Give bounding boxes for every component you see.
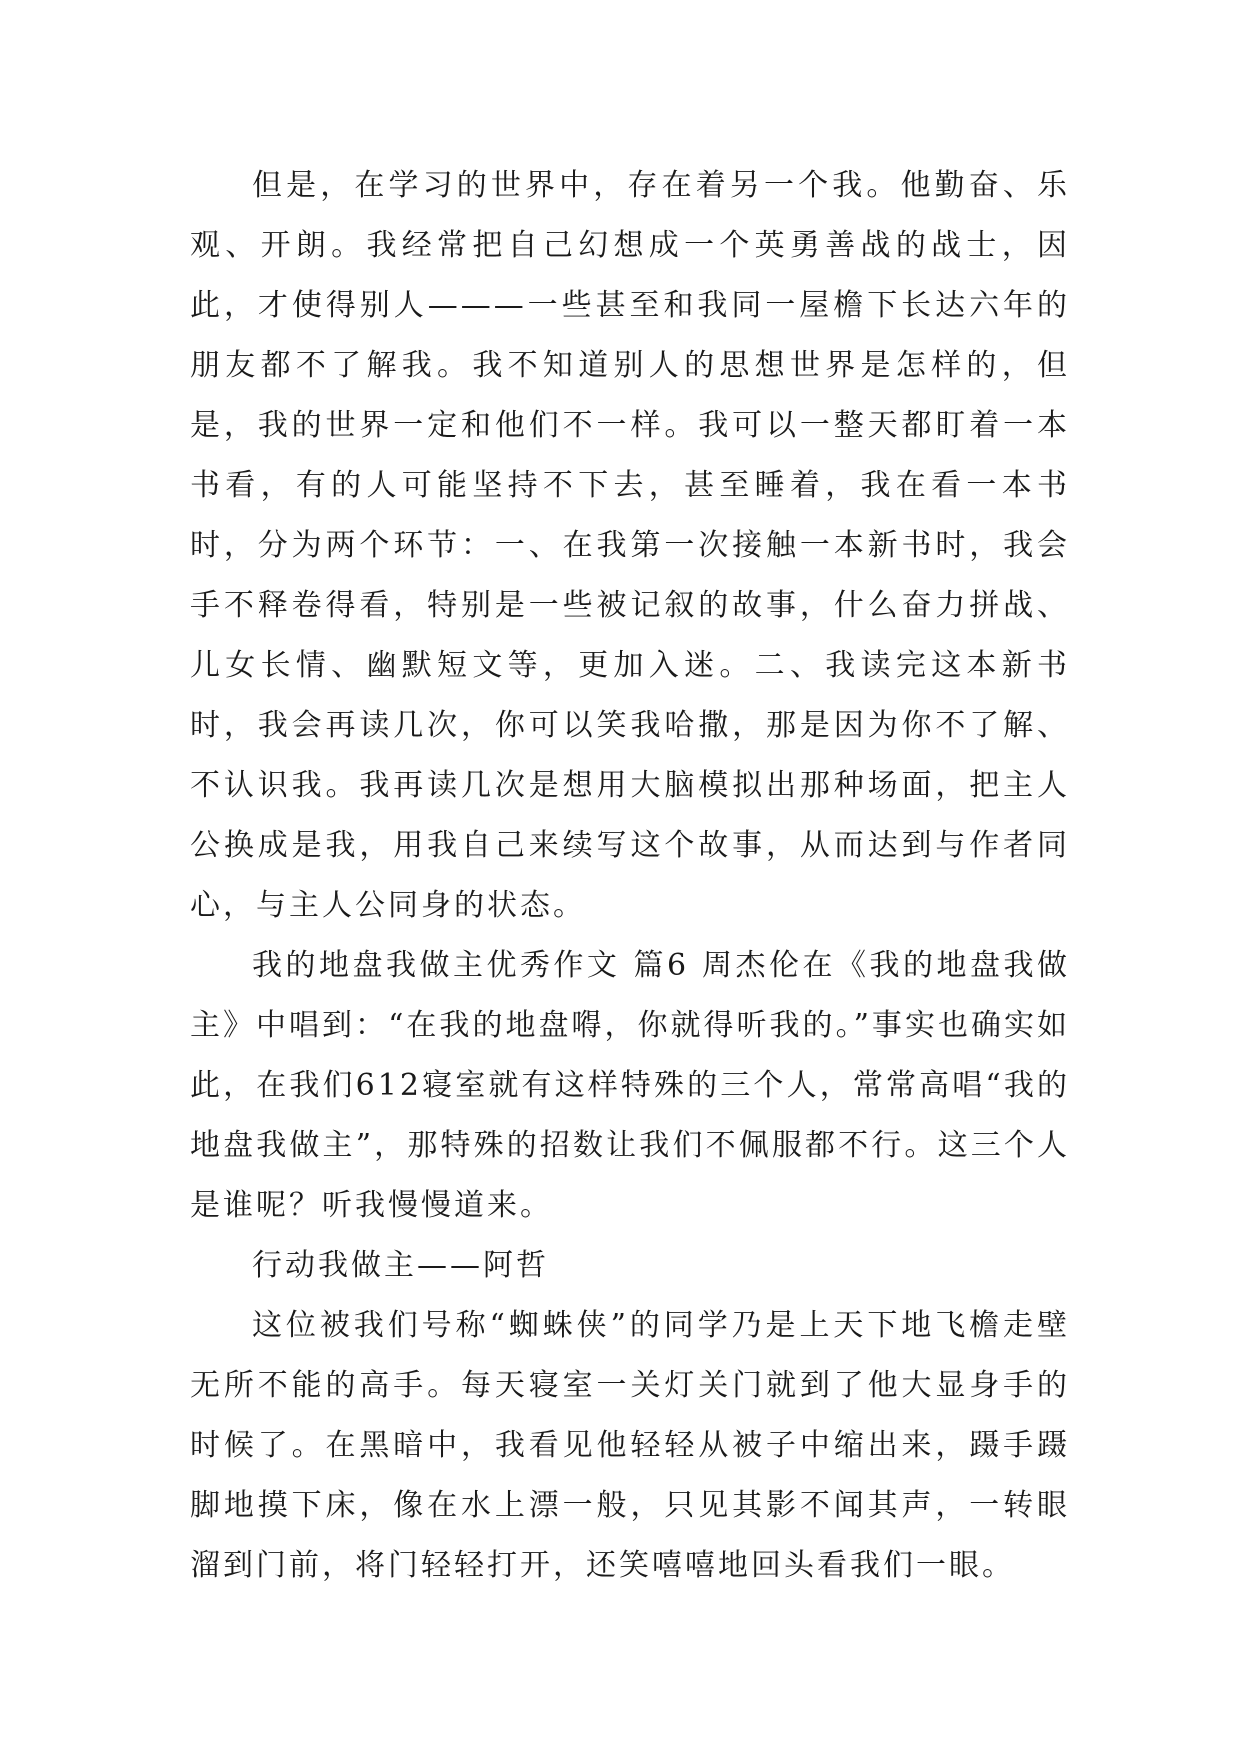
paragraph-reading-world: 但是，在学习的世界中，存在着另一个我。他勤奋、乐观、开朗。我经常把自己幻想成一个英勇善战的战士，因此，才使得别人———一些甚至和我同一屋檐下长达六年的朋友都不了解我。我不知道别人的思想世界是怎样的，但是，我的世界一定和他们不一样。我可以一整天都盯着一本书看，有的人可能坚持不下去，甚至睡着，我在看一本书时，分为两个环节：一、在我第一次接触一本新书时，我会手不释卷得看，特别是一些被记叙的故事，什么奋力拼战、儿女长情、幽默短文等，更加入迷。二、我读完这本新书时，我会再读几次，你可以笑我哈撒，那是因为你不了解、不认识我。我再读几次是想用大脑模拟出那种场面，把主人公换成是我，用我自己来续写这个故事，从而达到与作者同心，与主人公同身的状态。 — [190, 168, 1070, 923]
paragraph-essay-6-intro: 我的地盘我做主优秀作文 篇6 周杰伦在《我的地盘我做主》中唱到：“在我的地盘嘚，你就得听我的。”事实也确实如此，在我们612寝室就有这样特殊的三个人，常常高唱“我的地盘我做主”，那特殊的招数让我们不佩服都不行。这三个人是谁呢？听我慢慢道来。 — [190, 948, 1070, 1223]
document-body — [190, 156, 1070, 1596]
section-heading-azhe: 行动我做主——阿哲 — [252, 1248, 549, 1283]
paragraph-spiderman: 这位被我们号称“蜘蛛侠”的同学乃是上天下地飞檐走壁无所不能的高手。每天寝室一关灯关门就到了他大显身手的时候了。在黑暗中，我看见他轻轻从被子中缩出来，蹑手蹑脚地摸下床，像在水上漂一般，只见其影不闻其声，一转眼溜到门前，将门轻轻打开，还笑嘻嘻地回头看我们一眼。 — [190, 1308, 1070, 1583]
